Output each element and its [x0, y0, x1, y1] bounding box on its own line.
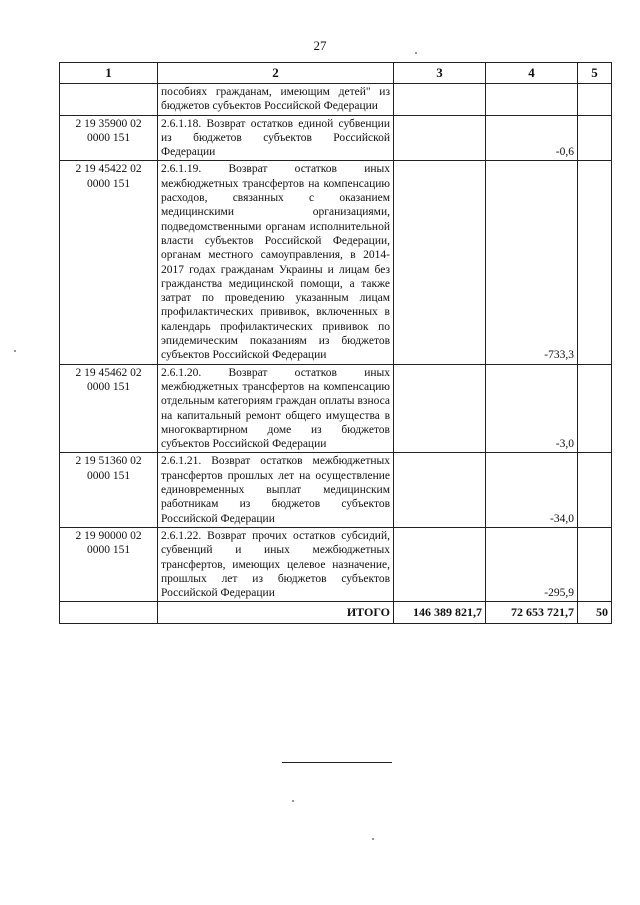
total-label: ИТОГО	[158, 602, 394, 623]
page-number: 27	[313, 38, 327, 53]
row-col3	[394, 453, 486, 527]
row-col5	[578, 453, 612, 527]
total-col4: 72 653 721,7	[486, 602, 578, 623]
row-col3	[394, 161, 486, 364]
row-col4: -733,3	[486, 161, 578, 364]
row-code: 2 19 51360 02 0000 151	[60, 453, 158, 527]
total-col3: 146 389 821,7	[394, 602, 486, 623]
table-header-row	[60, 63, 612, 84]
row-col5	[578, 84, 612, 116]
total-row	[60, 602, 612, 623]
row-col4: -0,6	[486, 115, 578, 161]
table-row	[60, 527, 612, 601]
row-description: 2.6.1.19. Возврат остатков иных межбюджетных трансфертов на компенсацию расходов, связанных с оказанием медицинскими организациями, подведомственными органам исполнительной власти субъектов Российской Федерации, органам местного самоуправления, в 2014-2017 годах гражданам Украины и лицам без гражданства медицинской помощи, а также затрат по проведению указанным лицам профилактических прививок, включенных в календарь профилактических прививок по эпидемическим показаниям из бюджетов субъектов Российской Федерации	[158, 161, 394, 364]
column-header-1: 1	[60, 63, 158, 84]
table-row	[60, 161, 612, 364]
row-col5	[578, 527, 612, 601]
column-header-3: 3	[394, 63, 486, 84]
row-description: 2.6.1.22. Возврат прочих остатков субсидий, субвенций и иных межбюджетных трансфертов, имеющих целевое назначение, прошлых лет из бюджетов субъектов Российской Федерации	[158, 527, 394, 601]
row-col5	[578, 161, 612, 364]
row-col5	[578, 364, 612, 453]
row-code: 2 19 35900 02 0000 151	[60, 115, 158, 161]
row-col4: -295,9	[486, 527, 578, 601]
table-row	[60, 364, 612, 453]
table-row	[60, 115, 612, 161]
total-code-cell	[60, 602, 158, 623]
row-col3	[394, 527, 486, 601]
budget-table	[59, 62, 612, 624]
row-description: пособиях гражданам, имеющим детей" из бюджетов субъектов Российской Федерации	[158, 84, 394, 116]
row-col4: -3,0	[486, 364, 578, 453]
column-header-2: 2	[158, 63, 394, 84]
scan-speck	[372, 838, 374, 840]
row-description: 2.6.1.18. Возврат остатков единой субвенции из бюджетов субъектов Российской Федерации	[158, 115, 394, 161]
row-col3	[394, 84, 486, 116]
row-col3	[394, 115, 486, 161]
scan-speck	[14, 350, 16, 352]
row-description: 2.6.1.21. Возврат остатков межбюджетных трансфертов прошлых лет на осуществление единовременных выплат медицинским работникам из бюджетов субъектов Российской Федерации	[158, 453, 394, 527]
row-code	[60, 84, 158, 116]
row-code: 2 19 45462 02 0000 151	[60, 364, 158, 453]
table-row	[60, 453, 612, 527]
row-code: 2 19 90000 02 0000 151	[60, 527, 158, 601]
row-col5	[578, 115, 612, 161]
column-header-5: 5	[578, 63, 612, 84]
scan-speck	[292, 800, 294, 802]
row-description: 2.6.1.20. Возврат остатков иных межбюджетных трансфертов на компенсацию отдельным категориям граждан оплаты взноса на капитальный ремонт общего имущества в многоквартирном доме из бюджетов субъектов Российской Федерации	[158, 364, 394, 453]
column-header-4: 4	[486, 63, 578, 84]
scan-speck	[415, 52, 417, 54]
row-col4	[486, 84, 578, 116]
total-col5: 50	[578, 602, 612, 623]
end-separator-line	[282, 762, 392, 763]
row-col3	[394, 364, 486, 453]
row-code: 2 19 45422 02 0000 151	[60, 161, 158, 364]
row-col4: -34,0	[486, 453, 578, 527]
table-row	[60, 84, 612, 116]
